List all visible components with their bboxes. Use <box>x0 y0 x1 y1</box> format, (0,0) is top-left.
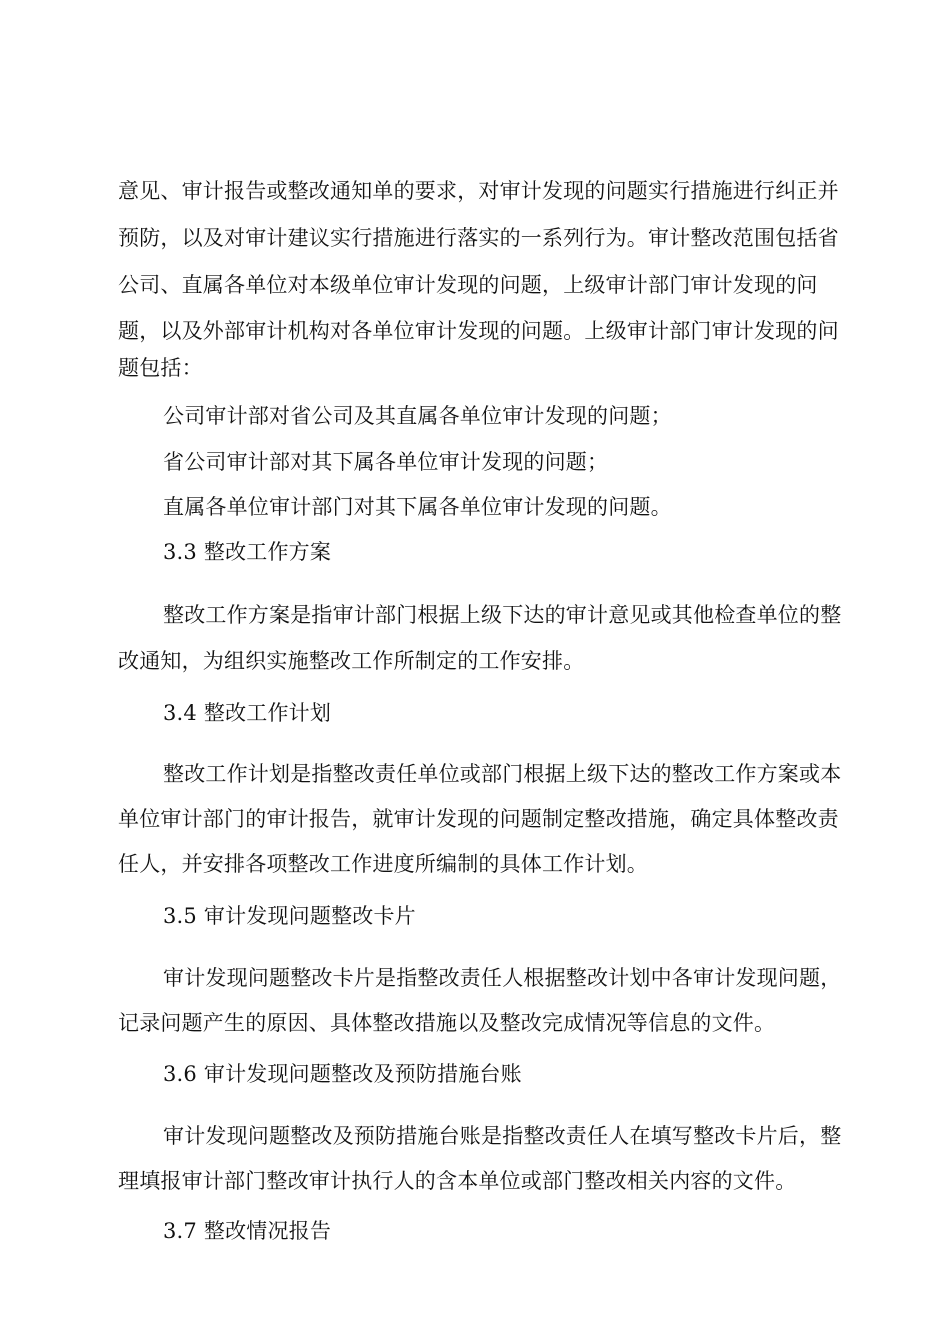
section-3-6-heading: 3.6 审计发现问题整改及预防措施台账 <box>163 1062 522 1086</box>
intro-line-4: 题，以及外部审计机构对各单位审计发现的问题。上级审计部门审计发现的问 <box>118 319 839 343</box>
list-item-2: 省公司审计部对其下属各单位审计发现的问题； <box>163 450 609 474</box>
intro-line-3: 公司、直属各单位对本级单位审计发现的问题，上级审计部门审计发现的问 <box>118 273 818 297</box>
list-item-1: 公司审计部对省公司及其直属各单位审计发现的问题； <box>163 404 672 428</box>
section-3-3-line-1: 整改工作方案是指审计部门根据上级下达的审计意见或其他检查单位的整 <box>163 603 842 627</box>
section-3-4-line-3: 任人，并安排各项整改工作进度所编制的具体工作计划。 <box>118 852 648 876</box>
section-3-5-line-1: 审计发现问题整改卡片是指整改责任人根据整改计划中各审计发现问题， <box>163 966 842 990</box>
section-3-3-heading: 3.3 整改工作方案 <box>163 540 332 564</box>
section-3-3-line-2: 改通知，为组织实施整改工作所制定的工作安排。 <box>118 649 585 673</box>
section-3-6-line-1: 审计发现问题整改及预防措施台账是指整改责任人在填写整改卡片后，整 <box>163 1124 842 1148</box>
section-3-4-line-1: 整改工作计划是指整改责任单位或部门根据上级下达的整改工作方案或本 <box>163 762 842 786</box>
section-3-4-heading: 3.4 整改工作计划 <box>163 701 332 725</box>
list-item-3: 直属各单位审计部门对其下属各单位审计发现的问题。 <box>163 495 672 519</box>
intro-line-5: 题包括： <box>118 356 203 380</box>
section-3-4-line-2: 单位审计部门的审计报告，就审计发现的问题制定整改措施，确定具体整改责 <box>118 807 839 831</box>
intro-line-2: 预防，以及对审计建议实行措施进行落实的一系列行为。审计整改范围包括省 <box>118 226 839 250</box>
intro-line-1: 意见、审计报告或整改通知单的要求，对审计发现的问题实行措施进行纠正并 <box>118 179 839 203</box>
section-3-6-line-2: 理填报审计部门整改审计执行人的含本单位或部门整改相关内容的文件。 <box>118 1169 797 1193</box>
section-3-5-line-2: 记录问题产生的原因、具体整改措施以及整改完成情况等信息的文件。 <box>118 1011 776 1035</box>
section-3-7-heading: 3.7 整改情况报告 <box>163 1219 332 1243</box>
section-3-5-heading: 3.5 审计发现问题整改卡片 <box>163 904 416 928</box>
